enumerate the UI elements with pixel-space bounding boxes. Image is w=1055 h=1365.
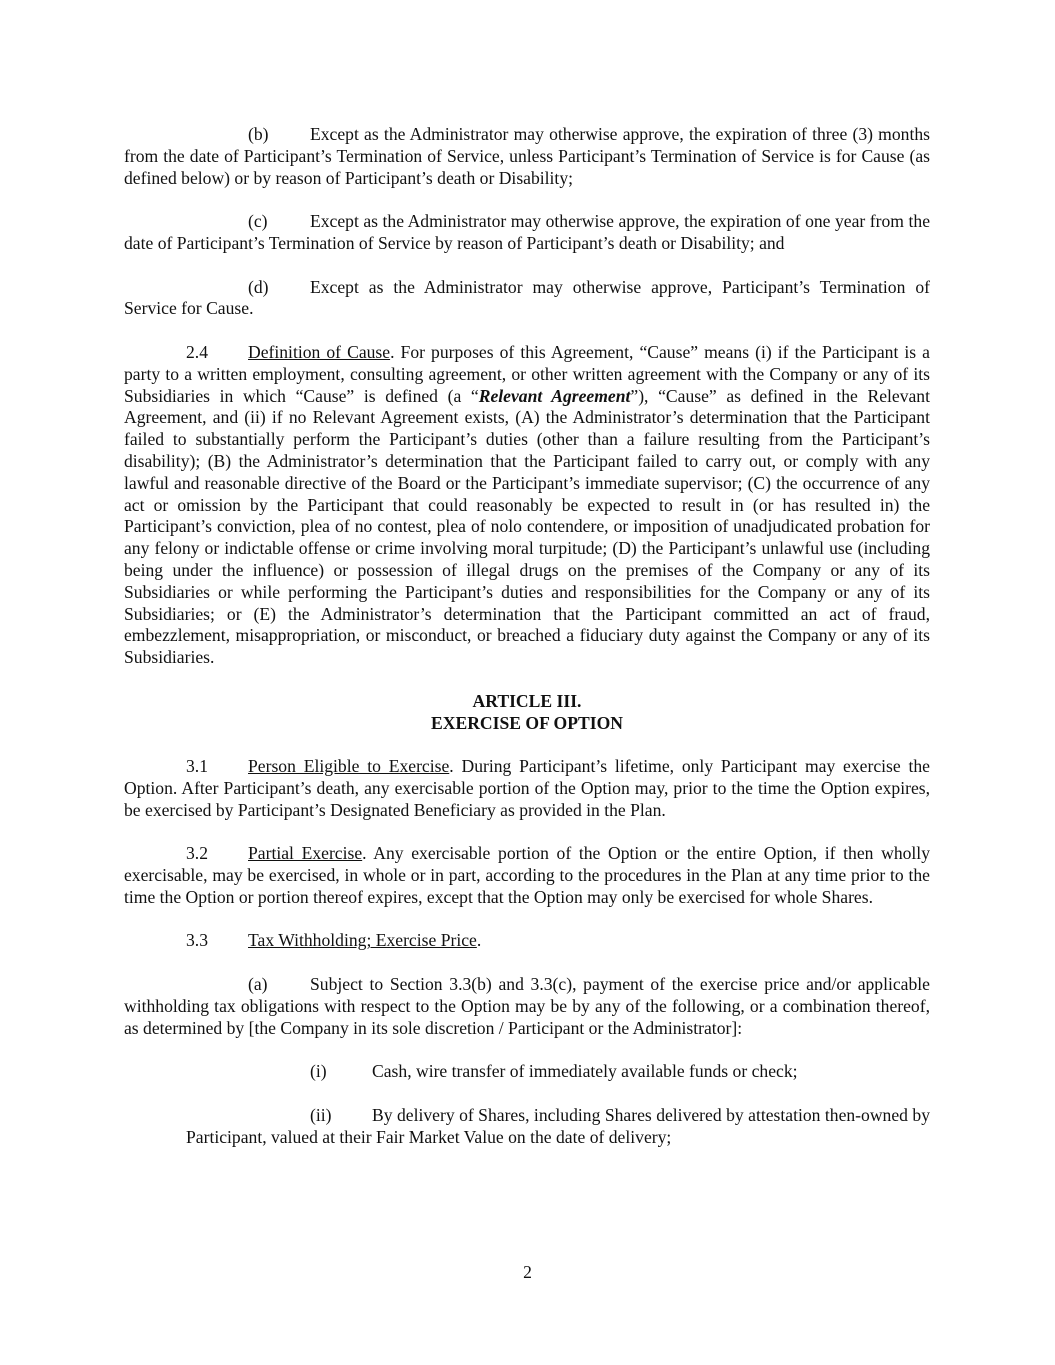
section-number: 2.4 <box>186 341 208 362</box>
paragraph-b <box>124 124 930 189</box>
section-text: . <box>476 930 482 951</box>
paragraph-label: (d) <box>248 276 269 297</box>
article-title: EXERCISE OF OPTION <box>431 712 623 733</box>
item-label: (ii) <box>310 1104 332 1125</box>
article-number: ARTICLE III. <box>472 690 582 711</box>
section-heading: Person Eligible to Exercise <box>248 756 450 777</box>
paragraph-text: Except as the Administrator may otherwise approve, Participant’s Termination of Service for Cause. <box>124 276 930 319</box>
defined-term: Relevant Agreement <box>478 385 631 406</box>
section-3-2 <box>124 843 930 908</box>
section-text: . Any exercisable portion of the Option or the entire Option, if then wholly exercisable, may be exercised, in whole or in part, according to the procedures in the Plan at any time prior to the time the Option or portion thereof expires, except that the Option may only be exercised for whole Shares. <box>124 843 930 907</box>
item-i <box>124 1061 930 1083</box>
article-heading <box>124 691 930 735</box>
section-heading: Definition of Cause <box>248 341 391 362</box>
item-ii <box>124 1105 930 1149</box>
item-text: By delivery of Shares, including Shares delivered by attestation then-owned by Participant, valued at their Fair Market Value on the date of delivery; <box>186 1104 930 1147</box>
section-number: 3.2 <box>186 843 208 864</box>
item-label: (i) <box>310 1061 327 1082</box>
section-number: 3.1 <box>186 756 208 777</box>
paragraph-d <box>124 277 930 321</box>
page-number: 2 <box>523 1262 532 1282</box>
section-text: . During Participant’s lifetime, only Participant may exercise the Option. After Participant’s death, any exercisable portion of the Option may, prior to the time the Option expires, be exercised by Participant’s Designated Beneficiary as provided in the Plan. <box>124 756 930 820</box>
section-text: . For purposes of this Agreement, “Cause” means (i) if the Participant is a party to a written employment, consulting agreement, or other written agreement with the Company or any of its Subsidiaries in which “Cause” is defined (a “ <box>124 341 930 406</box>
item-text: Cash, wire transfer of immediately available funds or check; <box>372 1061 798 1082</box>
paragraph-3-3-a <box>124 974 930 1039</box>
paragraph-label: (c) <box>248 211 268 232</box>
section-2-4 <box>124 342 930 669</box>
document-body <box>124 124 930 1148</box>
section-text: ”), “Cause” as defined in the Relevant Agreement, and (ii) if no Relevant Agreement exists, (A) the Administrator’s determination that the Participant failed to substantially perform the Participant’s duties (other than a failure resulting from the Participant’s disability); (B) the Administrator’s determination that the Participant failed to carry out, or comply with any lawful and reasonable directive of the Board or the Participant’s immediate supervisor; (C) the occurrence of any act or omission by the Participant that could reasonably be expected to result in (or has resulted in) the Participant’s conviction, plea of no contest, plea of nolo contendere, or imposition of unadjudicated probation for any felony or indictable offense or crime involving moral turpitude; (D) the Participant’s unlawful use (including being under the influence) or possession of illegal drugs on the premises of the Company or any of its Subsidiaries or while performing the Participant’s duties and responsibilities for the Company or any of its Subsidiaries; or (E) the Administrator’s determination that the Participant committed an act of fraud, embezzlement, misappropriation, or misconduct, or breached a fiduciary duty against the Company or any of its Subsidiaries. <box>124 385 930 668</box>
section-3-3 <box>124 930 930 952</box>
section-heading: Tax Withholding; Exercise Price <box>248 930 477 951</box>
paragraph-label: (a) <box>248 974 268 995</box>
section-heading: Partial Exercise <box>248 843 363 864</box>
paragraph-text: Except as the Administrator may otherwise approve, the expiration of three (3) months from the date of Participant’s Termination of Service, unless Participant’s Termination of Service is for Cause (as defined below) or by reason of Participant’s death or Disability; <box>124 124 930 188</box>
paragraph-text: Except as the Administrator may otherwise approve, the expiration of one year from the date of Participant’s Termination of Service by reason of Participant’s death or Disability; and <box>124 211 930 253</box>
paragraph-c <box>124 211 930 255</box>
section-number: 3.3 <box>186 930 208 951</box>
section-3-1 <box>124 756 930 821</box>
paragraph-label: (b) <box>248 124 269 144</box>
paragraph-text: Subject to Section 3.3(b) and 3.3(c), payment of the exercise price and/or applicable withholding tax obligations with respect to the Option may be by any of the following, or a combination thereof, as determined by [the Company in its sole discretion / Participant or the Administrator]: <box>124 974 930 1038</box>
